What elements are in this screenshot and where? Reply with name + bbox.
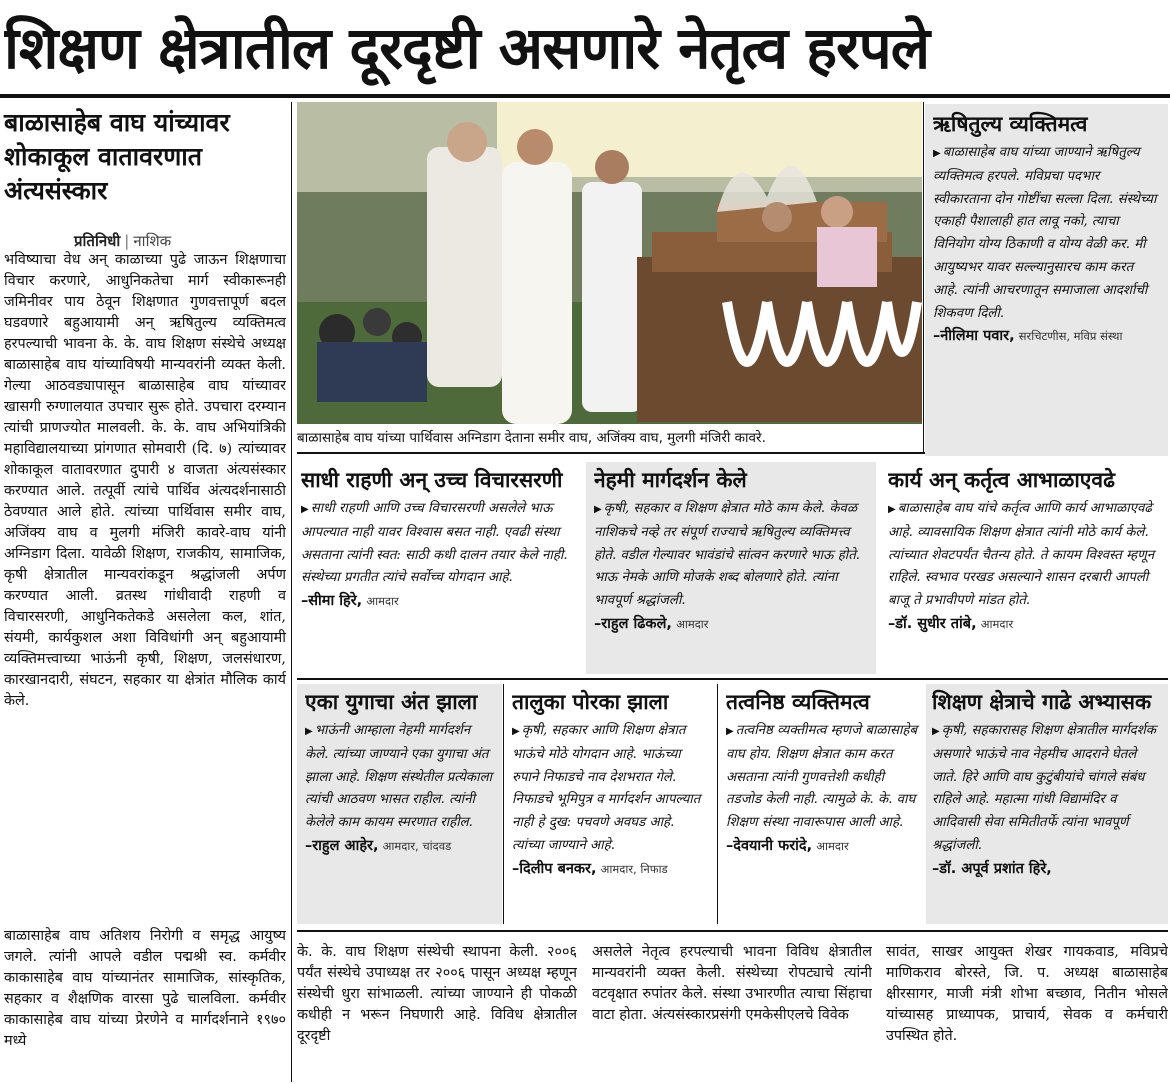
tribute-text: बाळासाहेब वाघ यांचे कर्तृत्व आणि कार्य आभाळाएवढे आहे. व्यावसायिक शिक्षण क्षेत्रात त्यांनी मोठे कार्य केले. त्यांच्यात शेवटपर्यंत चैतन्य होते. ते कायम विश्वस्त म्हणून राहिले. स्वभाव परखड असल्याने शासन दरबारी आपली बाजू ते प्रभावीपणे मांडत होते.	[888, 501, 1155, 609]
tribute-title: ऋषितुल्य व्यक्तिमत्व	[933, 112, 1088, 136]
tribute-body	[726, 720, 918, 835]
tribute-text: बाळासाहेब वाघ यांच्या जाण्याने ऋषितुल्य व्यक्तिमत्व हरपले. मविप्रचा पदभार स्वीकारताना दोन गोष्टींचा सल्ला दिला. संस्थेच्या एकाही पैशालाही हात लावू नको, त्याचा विनियोग योग्य ठिकाणी व योग्य वेळी कर. मी आयुष्यभर यावर सल्ल्यानुसारच काम करत आहे. त्यांनी आचरणातून समाजाला आदर्शाची शिकवण दिली.	[933, 145, 1157, 321]
article-column-4: सावंत, साखर आयुक्त शेखर गायकवाड, मविप्रचे माणिकराव बोरस्ते, जि. प. अध्यक्ष बाळासाहेब क्षीरसागर, माजी मंत्री शोभा बच्छाव, नितीन भोसले यांच्यासह प्राध्यापक, प्राचार्य, सेवक व कर्मचारी उपस्थित होते.	[886, 944, 1168, 1044]
tribute-text: कृषी, सहकार आणि शिक्षण क्षेत्रात भाऊंचे मोठे योगदान आहे. भाऊंच्या रुपाने निफाडचे नाव देशभरात गेले. निफाडचे भूमिपुत्र व मार्गदर्शन आपल्यात नाही हे दुख: पचवणे अवघड आहे. त्यांच्या जाण्याने आहे.	[512, 723, 701, 853]
tribute-signature	[933, 325, 1160, 348]
tribute-text: कृषी, सहकार व शिक्षण क्षेत्रात मोठे काम केले. केवळ नाशिकचे नव्हे तर संपूर्ण राज्याचे ऋषितुल्य व्यक्तिमत्त्व होते. वडील गेल्यावर भावंडांचे सांत्वन करणारे भाऊ होते. भाऊ नेमके आणि मोजके शब्द बोलणारे होते. त्यांना भावपूर्ण श्रद्धांजली.	[594, 501, 861, 609]
byline-location: नाशिक	[133, 232, 172, 250]
tribute-title: साधी राहणी अन् उच्च विचारसरणी	[301, 468, 563, 492]
section-rule	[297, 678, 1168, 680]
tribute-rishi	[925, 104, 1168, 456]
bullet-icon: ▶	[594, 504, 602, 515]
tribute-signature	[932, 858, 1162, 881]
tribute-body	[888, 498, 1162, 613]
tribute-title: तत्वनिष्ठ व्यक्तिमत्व	[726, 690, 870, 714]
bullet-icon: ▶	[512, 726, 520, 737]
tribute-sadhi	[297, 462, 579, 674]
tribute-text: साधी राहणी आणि उच्च विचारसरणी असलेले भाऊ आपल्यात नाही यावर विश्वास बसत नाही. एवढी संस्था असताना त्यांनी स्वत: साठी कधी दालन तयार केले नाही. संस्थेच्या प्रगतीत त्यांचे सर्वोच्च योगदान आहे.	[301, 501, 568, 586]
tribute-body	[305, 720, 494, 835]
article-column-1-para2: बाळासाहेब वाघ अतिशय निरोगी व समृद्ध आयुष्य जगले. त्यांनी आपले वडील पद्मश्री स्व. कर्मवीर काकासाहेब वाघ यांच्यानंतर सामाजिक, सांस्कृतिक, सहकार व शैक्षणिक वारसा पुढे चालविला. कर्मवीर काकासाहेब वाघ यांच्या प्रेरणेने व मार्गदर्शनाने १९७० मध्ये	[4, 928, 286, 1049]
tribute-name: –दिलीप बनकर,	[512, 860, 597, 877]
tribute-shiksha	[926, 684, 1168, 924]
tribute-signature	[726, 835, 918, 858]
tribute-role: आमदार	[980, 616, 1014, 631]
bullet-icon: ▶	[932, 726, 940, 737]
photo-illustration	[297, 102, 922, 424]
tribute-signature	[305, 835, 494, 858]
tribute-tatva	[720, 684, 924, 924]
tribute-signature	[512, 858, 708, 881]
tribute-body	[932, 720, 1162, 858]
cremation-photo	[297, 102, 922, 424]
tribute-body	[301, 498, 575, 590]
byline-separator: |	[124, 232, 130, 250]
tribute-role: आमदार	[676, 616, 709, 631]
column-divider	[291, 102, 292, 1082]
photo-caption: बाळासाहेब वाघ यांच्या पार्थिवास अग्निडाग देताना समीर वाघ, अजिंक्य वाघ, मुलगी मंजिरी कावरे.	[297, 430, 766, 446]
byline-author: प्रतिनिधी	[74, 232, 121, 250]
bullet-icon: ▶	[305, 726, 313, 737]
headline-rule	[0, 94, 1170, 98]
column-divider	[717, 684, 718, 924]
tribute-role: सरचिटणीस, मविप्र संस्था	[1018, 329, 1123, 344]
tribute-signature	[594, 613, 868, 636]
section-rule	[297, 930, 1168, 932]
page-headline: शिक्षण क्षेत्रातील दूरदृष्टी असणारे नेतृत्व हरपले	[4, 14, 930, 82]
article-column-2: के. के. वाघ शिक्षण संस्थेची स्थापना केली. २००६ पर्यंत संस्थेचे उपाध्यक्ष तर २००६ पासून अध्यक्ष म्हणून संस्थेची धुरा सांभाळली. त्यांच्या जाण्याने ही पोकळी कधीही न भरून निघणारी आहे. विविध क्षेत्रातील दूरदृष्टी	[297, 944, 577, 1044]
tribute-taluka	[506, 684, 714, 924]
tribute-body	[594, 498, 868, 613]
tribute-name: –डॉ. सुधीर तांबे,	[888, 615, 977, 632]
tribute-nehami	[586, 462, 876, 674]
bullet-icon: ▶	[726, 726, 734, 737]
tribute-karya	[882, 462, 1168, 674]
tribute-body	[512, 720, 708, 858]
tribute-signature	[888, 613, 1162, 636]
column-divider	[923, 102, 924, 454]
column-divider	[503, 684, 504, 924]
tribute-signature	[301, 590, 575, 613]
tribute-title: नेहमी मार्गदर्शन केले	[594, 468, 747, 492]
article-subhead: बाळासाहेब वाघ यांच्यावर शोकाकूल वातावरणात अंत्यसंस्कार	[4, 108, 230, 205]
tribute-title: एका युगाचा अंत झाला	[305, 690, 478, 714]
tribute-text: तत्वनिष्ठ व्यक्तीमत्व म्हणजे बाळासाहेब वाघ होय. शिक्षण क्षेत्रात काम करत असताना त्यांनी गुणवत्तेशी कधीही तडजोड केली नाही. त्यामुळे के. के. वाघ शिक्षण संस्था नावारूपास आली आहे.	[726, 723, 918, 831]
tribute-name: –राहुल आहेर,	[305, 837, 379, 854]
tribute-role: आमदार	[366, 594, 399, 609]
tribute-yuga	[297, 684, 502, 924]
tribute-role: आमदार, निफाड	[600, 861, 668, 876]
tribute-title: तालुका पोरका झाला	[512, 690, 669, 714]
tribute-title: कार्य अन् कर्तृत्व आभाळाएवढे	[888, 468, 1115, 492]
tribute-name: –नीलिमा पवार,	[933, 328, 1015, 345]
tribute-role: आमदार	[816, 838, 849, 853]
article-column-3: असलेले नेतृत्व हरपल्याची भावना विविध क्षेत्रातील मान्यवरांनी व्यक्त केली. संस्थेच्या रोपट्याचे त्यांनी वटवृक्षात रुपांतर केले. संस्था उभारणीत त्याचा सिंहाचा वाटा होता. अंत्यसंस्कारप्रसंगी एमकेसीएलचे विवेक	[592, 944, 872, 1023]
byline	[74, 231, 284, 251]
article-column-1: भविष्याचा वेध अन् काळाच्या पुढे जाऊन शिक्षणाचा विचार करणारे, आधुनिकतेचा मार्ग स्वीकारूनही जमिनीवर पाय ठेवून शिक्षणात गुणवत्तापूर्ण बदल घडवणारे बहुआयामी अन् ऋषितुल्य व्यक्तिमत्व हरपल्याची भावना के. के. वाघ शिक्षण संस्थेचे अध्यक्ष बाळासाहेब वाघ यांच्याविषयी मान्यवरांनी व्यक्त केली. गेल्या आठवड्यापासून बाळासाहेब वाघ यांच्यावर खासगी रुग्णालयात उपचार सुरू होते. उपचारा दरम्यान त्यांची प्राणज्योत मालवली. के. के. वाघ अभियांत्रिकी महाविद्यालयाच्या प्रांगणात सोमवारी (दि. ७) त्यांच्यावर शोकाकूल वातावरणात दुपारी ४ वाजता अंत्यसंस्कार करण्यात आले. तत्पूर्वी त्यांचे पार्थिव अंत्यदर्शनासाठी ठेवण्यात आले होते. त्यांच्या पार्थिवास समीर वाघ, अजिंक्य वाघ व मुलगी मंजिरी कावरे-वाघ यांनी अग्निडाग दिला. यावेळी शिक्षण, राजकीय, सामाजिक, कृषी क्षेत्रातील मान्यवरांकडून श्रद्धांजली अर्पण करण्यात आली. व्रतस्थ गांधीवादी राहणी व विचारसरणी, आधुनिकतेकडे असलेला कल, शांत, संयमी, कार्यकुशल अशा विविधांगी अन् बहुआयामी व्यक्तिमत्त्वाच्या भाऊंनी कृषी, शिक्षण, जलसंधारण, कारखानदारी, संघटन, सहकार या क्षेत्रांत मौलिक कार्य केले.	[4, 252, 286, 709]
tribute-text: कृषी, सहकारासह शिक्षण क्षेत्रातील मार्गदर्शक असणारे भाऊंचे नाव नेहमीच आदराने घेतले जाते. हिरे आणि वाघ कुटुंबीयांचे चांगले संबंध राहिले आहे. महात्मा गांधी विद्यामंदिर व आदिवासी सेवा समितीतर्फे त्यांना भावपूर्ण श्रद्धांजली.	[932, 723, 1156, 853]
tribute-body	[933, 142, 1160, 325]
bullet-icon: ▶	[888, 504, 896, 515]
tribute-name: –सीमा हिरे,	[301, 593, 363, 610]
tribute-text: भाऊंनी आम्हाला नेहमी मार्गदर्शन केले. त्यांच्या जाण्याने एका युगाचा अंत झाला आहे. शिक्षण संस्थेतील प्रत्येकाला त्यांची आठवण भासत राहील. त्यांनी केलेले काम कायम स्मरणात राहील.	[305, 723, 493, 831]
tribute-name: –राहुल ढिकले,	[594, 615, 672, 632]
tribute-name: –डॉ. अपूर्व प्रशांत हिरे,	[932, 860, 1052, 877]
tribute-title: शिक्षण क्षेत्राचे गाढे अभ्यासक	[932, 690, 1152, 714]
tribute-name: –देवयानी फरांदे,	[726, 837, 813, 854]
tribute-role: आमदार, चांदवड	[382, 838, 452, 853]
bullet-icon: ▶	[301, 504, 309, 515]
bullet-icon: ▶	[933, 148, 941, 159]
